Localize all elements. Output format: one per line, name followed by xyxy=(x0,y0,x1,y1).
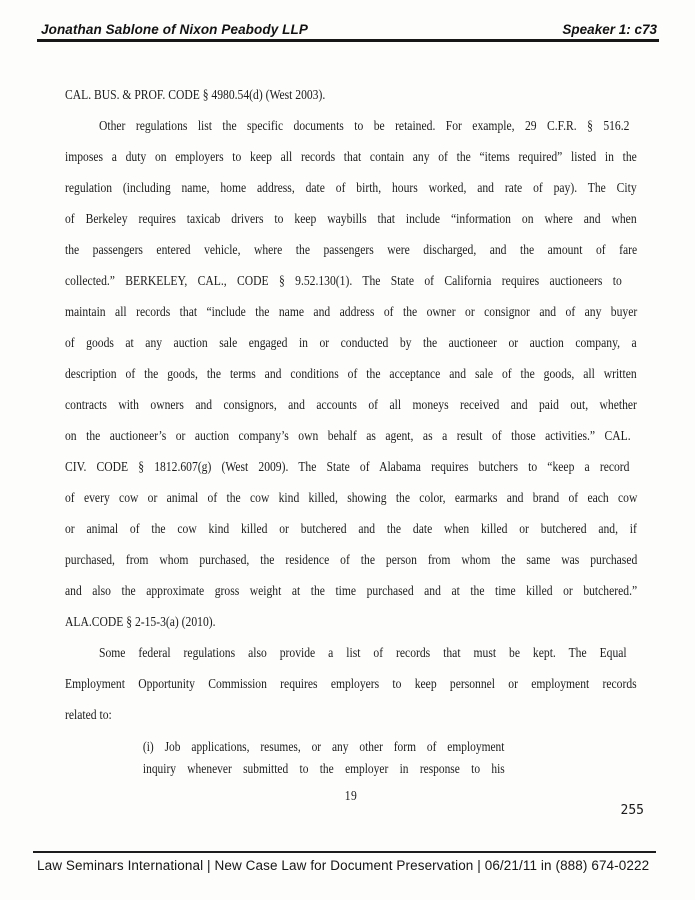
header-speaker-label: Speaker 1: c73 xyxy=(562,22,657,37)
footer-text: Law Seminars International | New Case Law for Document Preservation | 06/21/11 in (888) 674-0222 xyxy=(37,858,650,873)
blockquote-eeoc-records: (i) Job applications, resumes, or any other form of employment inquiry whenever submitted to the employer in response to his xyxy=(142,739,505,776)
paragraph-specific-documents: Other regulations list the specific documents to be retained. For example, 29 C.F.R. § 516.2 imposes a duty on employers to keep all records that contain any of the “items required” listed in the regulation (including name, home address, date of birth, hours worked, and rate of pay). The City of Berkeley requires taxicab drivers to keep waybills that include “information on where and when the passengers entered vehicle, where the passengers were discharged, and the amount of fare collected.” BERKELEY, CAL., CODE § 9.52.130(1). The State of California requires auctioneers to maintain all records that “include the name and address of the owner or consignor and of any buyer of goods at any auction sale engaged in or conducted by the auctioneer or auction company, a description of the goods, the terms and conditions of the acceptance and sale of the goods, all written contracts with owners and consignors, and accounts of all moneys received and paid out, whether on the auctioneer’s or auction company’s own behalf as agent, as a result of those activities.” CAL. CIV. CODE § 1812.607(g) (West 2009). The State of Alabama requires butchers to “keep a record of every cow or animal of the cow kind killed, showing the color, earmarks and brand of each cow or animal of the cow kind killed or butchered and the date when killed or butchered and, if purchased, from whom purchased, the residence of the person from whom the same was purchased and also the approximate gross weight at the time purchased and at the time killed or butchered.” ALA.CODE § 2-15-3(a) (2010). xyxy=(65,119,638,630)
page-number: 19 xyxy=(344,789,358,804)
folio-number: 255 xyxy=(620,803,644,818)
footer-rule xyxy=(33,851,656,853)
header-rule xyxy=(37,39,659,42)
header-author: Jonathan Sablone of Nixon Peabody LLP xyxy=(41,22,308,37)
citation-line: CAL. BUS. & PROF. CODE § 4980.54(d) (West 2003). xyxy=(65,88,326,103)
paragraph-federal-regulations: Some federal regulations also provide a list of records that must be kept. The Equal Employment Opportunity Commission requires employers to keep personnel or employment records related to: xyxy=(65,646,637,723)
document-body xyxy=(65,80,637,805)
